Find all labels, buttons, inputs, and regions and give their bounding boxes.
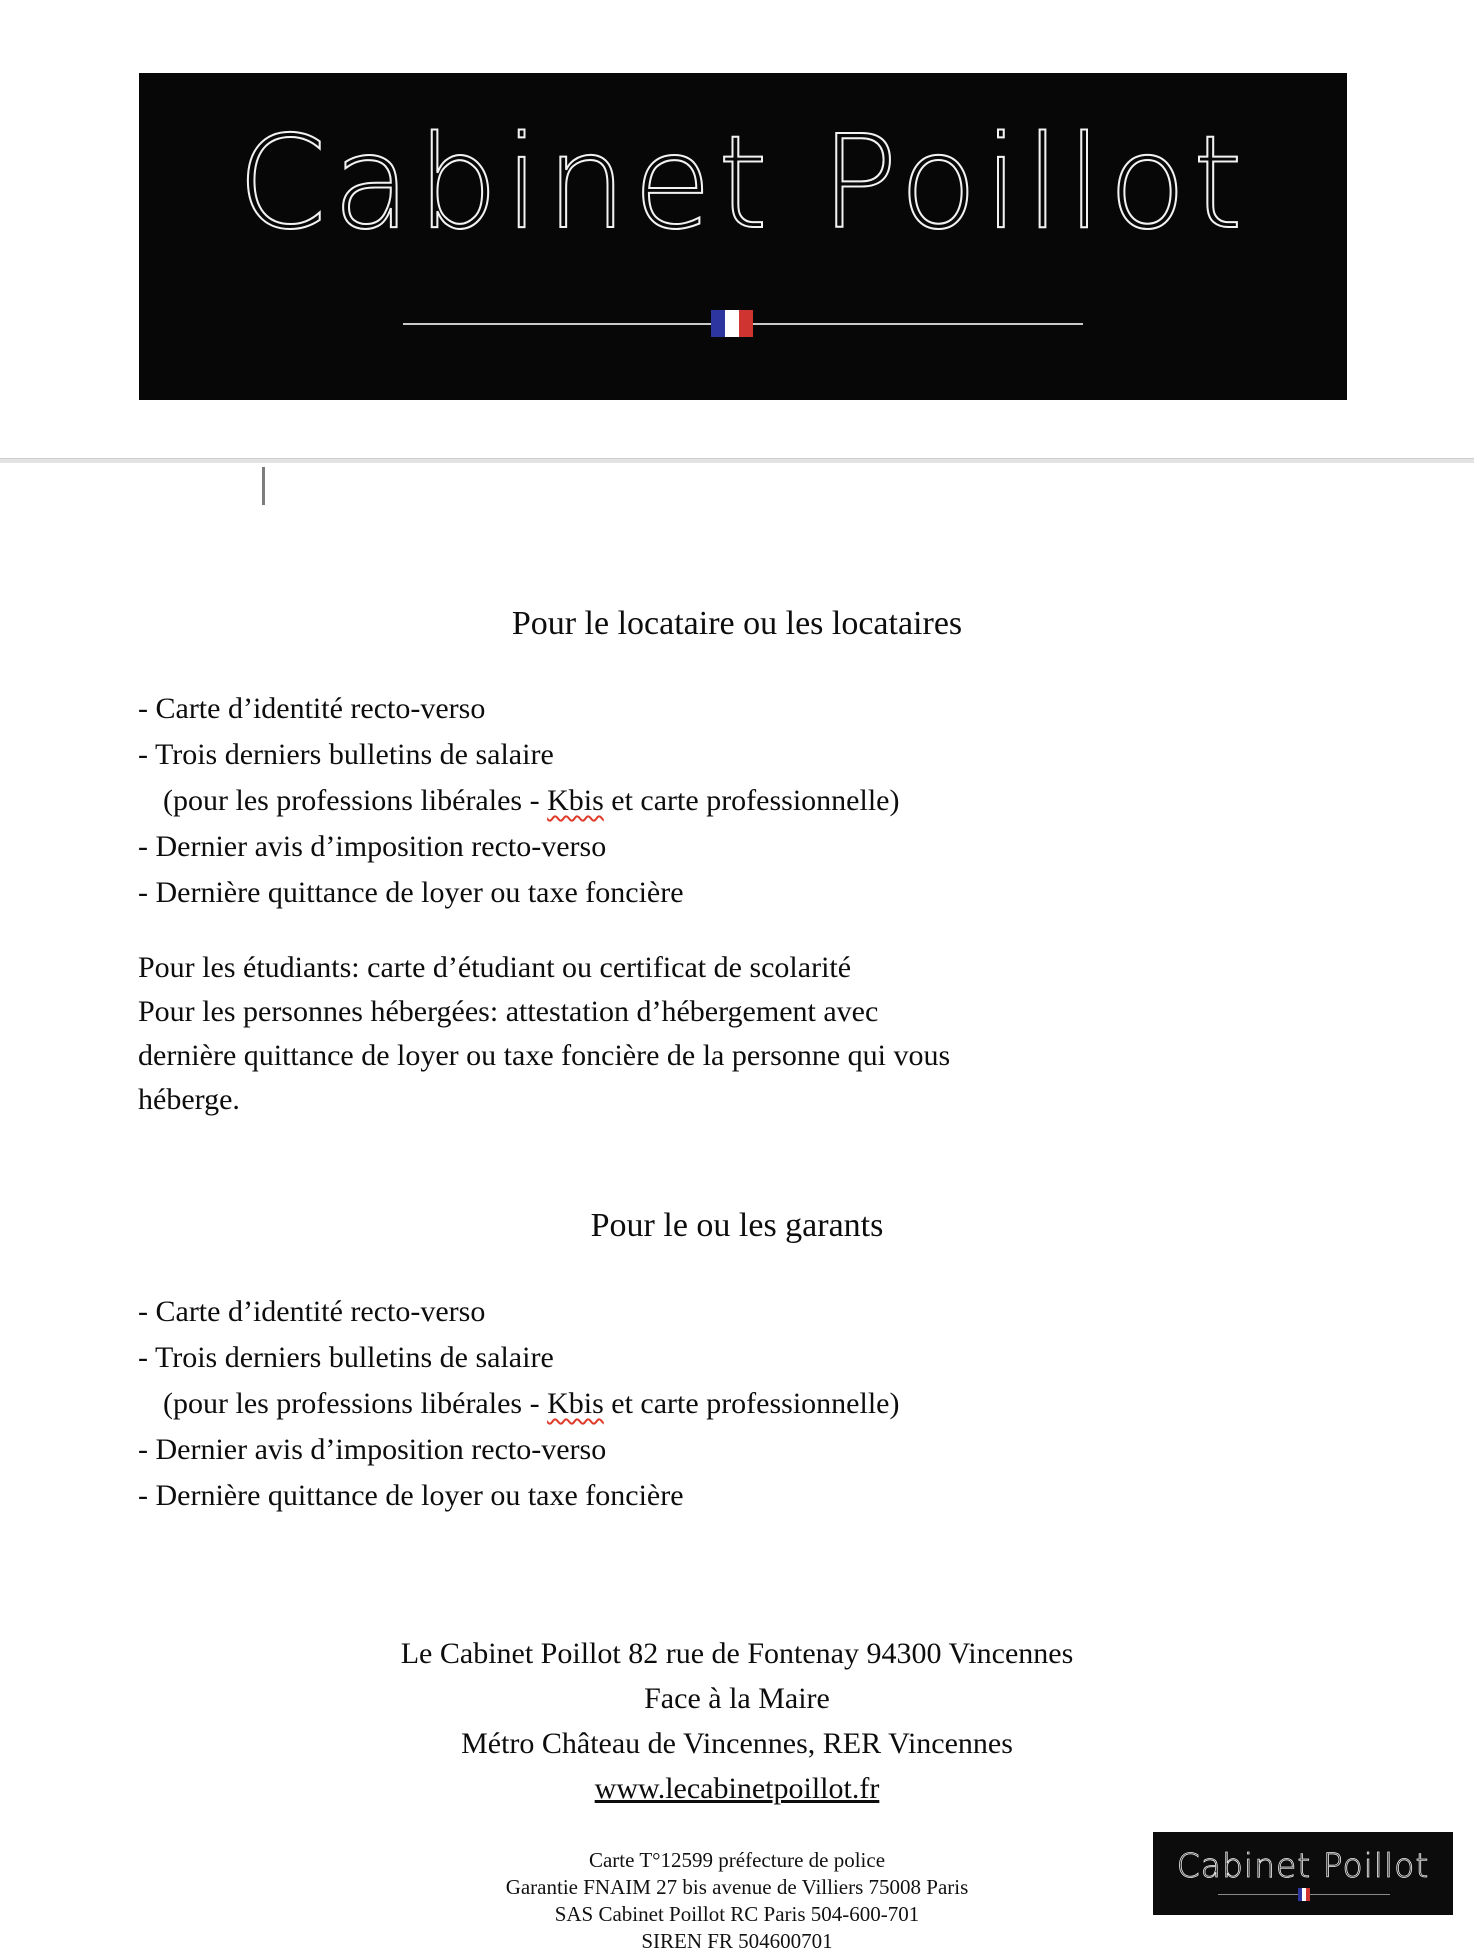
address-line: Métro Château de Vincennes, RER Vincennes <box>461 1727 1013 1760</box>
list-item-liberal-note <box>138 1381 899 1427</box>
banner-divider-line <box>403 323 1083 325</box>
spellcheck-flagged-word: Kbis <box>547 1387 604 1420</box>
section-title-locataire: Pour le locataire ou les locataires <box>511 605 963 642</box>
logo-small-divider-line <box>1218 1894 1390 1895</box>
note-line: héberge. <box>138 1083 240 1116</box>
spellcheck-flagged-word: Kbis <box>547 784 604 817</box>
checklist-locataire <box>138 686 899 916</box>
french-flag-icon <box>711 310 753 337</box>
liberal-note-suffix: et carte professionnelle) <box>603 784 900 817</box>
section-title-garants: Pour le ou les garants <box>590 1207 884 1244</box>
footer-line: SAS Cabinet Poillot RC Paris 504-600-701 <box>554 1902 920 1926</box>
liberal-note-suffix: et carte professionnelle) <box>603 1387 900 1420</box>
footer-line: Garantie FNAIM 27 bis avenue de Villiers 75008 Paris <box>505 1875 969 1899</box>
list-item: - Carte d’identité recto-verso <box>138 1295 486 1328</box>
brand-logo-small-text: Cabinet Poillot <box>1176 1846 1430 1885</box>
text-cursor <box>262 467 265 505</box>
note-line: dernière quittance de loyer ou taxe foncière de la personne qui vous <box>138 1039 951 1072</box>
liberal-note-prefix: (pour les professions libérales - <box>163 784 548 817</box>
list-item: - Dernier avis d’imposition recto-verso <box>138 1433 607 1466</box>
footer-line: Carte T°12599 préfecture de police <box>588 1848 886 1872</box>
page-top-divider <box>0 458 1474 463</box>
address-line: Face à la Maire <box>644 1682 830 1715</box>
note-line: Pour les personnes hébergées: attestation d’hébergement avec <box>138 995 879 1028</box>
agency-address-block <box>0 1631 1474 1811</box>
liberal-note-prefix: (pour les professions libérales - <box>163 1387 548 1420</box>
brand-banner <box>139 73 1347 400</box>
list-item: - Dernière quittance de loyer ou taxe foncière <box>138 876 684 909</box>
footer-line-clipped: SIREN FR 504600701 <box>641 1929 833 1953</box>
list-item: - Dernier avis d’imposition recto-verso <box>138 830 607 863</box>
french-flag-icon <box>1298 1888 1310 1901</box>
list-item: - Dernière quittance de loyer ou taxe foncière <box>138 1479 684 1512</box>
notes-paragraph <box>138 946 950 1122</box>
list-item: - Trois derniers bulletins de salaire <box>138 738 554 771</box>
brand-logo-text: Cabinet Poillot <box>237 109 1249 258</box>
website-link[interactable]: www.lecabinetpoillot.fr <box>594 1772 880 1805</box>
checklist-garants <box>138 1289 899 1519</box>
note-line: Pour les étudiants: carte d’étudiant ou certificat de scolarité <box>138 951 852 984</box>
brand-logo-small <box>1153 1832 1453 1915</box>
list-item: - Carte d’identité recto-verso <box>138 692 486 725</box>
address-line: Le Cabinet Poillot 82 rue de Fontenay 94300 Vincennes <box>400 1637 1074 1670</box>
list-item-liberal-note <box>138 778 899 824</box>
list-item: - Trois derniers bulletins de salaire <box>138 1341 554 1374</box>
